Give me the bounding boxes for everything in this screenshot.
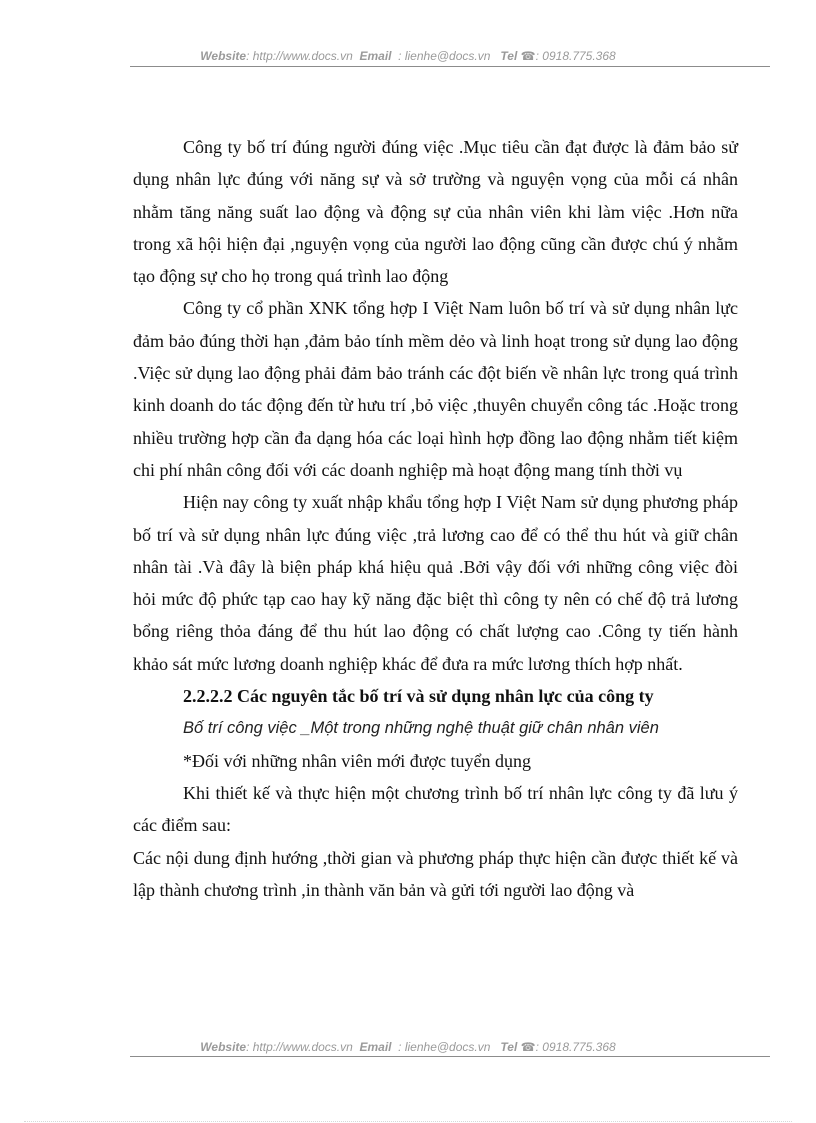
page-header bbox=[0, 49, 816, 63]
phone-icon: ☎ bbox=[520, 49, 536, 63]
section-subtitle: Bố trí công việc _Một trong những nghệ thuật giữ chân nhân viên bbox=[183, 719, 659, 738]
note-line: *Đối với những nhân viên mới được tuyển dụng bbox=[183, 750, 532, 771]
section-heading: 2.2.2.2 Các nguyên tắc bố trí và sử dụng nhân lực của công ty bbox=[183, 686, 654, 707]
document-body bbox=[133, 131, 738, 906]
header-email-label: Email bbox=[359, 49, 392, 63]
header-website-label: Website bbox=[200, 49, 247, 63]
paragraph-4: Khi thiết kế và thực hiện một chương trình bố trí nhân lực công ty đã lưu ý các điểm sau: bbox=[133, 782, 738, 836]
paragraph-1: Công ty bố trí đúng người đúng việc .Mục tiêu cần đạt được là đảm bảo sử dụng nhân lực đúng với năng sự và sở trường và nguyện vọng của mỗi cá nhân nhằm tăng năng suất lao động và động sự của nhân viên khi làm việc .Hơn nữa trong xã hội hiện đại ,nguyện vọng của người lao động cũng cần được chú ý nhằm tạo động sự cho họ trong quá trình lao động bbox=[133, 137, 738, 287]
page-bottom-edge bbox=[24, 1121, 792, 1122]
footer-email-value: : lienhe@docs.vn bbox=[398, 1040, 491, 1054]
header-tel-label: Tel bbox=[500, 49, 518, 63]
footer-divider bbox=[130, 1056, 770, 1057]
header-divider bbox=[130, 66, 770, 67]
header-website-value: : http://www.docs.vn bbox=[246, 49, 353, 63]
header-email-value: : lienhe@docs.vn bbox=[398, 49, 491, 63]
page-footer bbox=[0, 1040, 816, 1054]
footer-tel-label: Tel bbox=[500, 1040, 518, 1054]
header-tel-value: : 0918.775.368 bbox=[535, 49, 616, 63]
paragraph-2: Công ty cổ phần XNK tổng hợp I Việt Nam luôn bố trí và sử dụng nhân lực đảm bảo đúng thời hạn ,đảm bảo tính mềm dẻo và linh hoạt trong sử dụng lao động .Việc sử dụng lao động phải đảm bảo tránh các đột biến về nhân lực trong quá trình kinh doanh do tác động đến từ hưu trí ,bỏ việc ,thuyên chuyển công tác .Hoặc trong nhiều trường hợp cần đa dạng hóa các loại hình hợp đồng lao động nhằm tiết kiệm chi phí nhân công đối với các doanh nghiệp mà hoạt động mang tính thời vụ bbox=[133, 298, 738, 480]
footer-tel-value: : 0918.775.368 bbox=[535, 1040, 616, 1054]
footer-website-label: Website bbox=[200, 1040, 247, 1054]
footer-website-value: : http://www.docs.vn bbox=[246, 1040, 353, 1054]
phone-icon: ☎ bbox=[520, 1040, 536, 1054]
paragraph-5: Các nội dung định hướng ,thời gian và phương pháp thực hiện cần được thiết kế và lập thành chương trình ,in thành văn bản và gửi tới người lao động và bbox=[133, 847, 738, 900]
footer-email-label: Email bbox=[359, 1040, 392, 1054]
paragraph-3: Hiện nay công ty xuất nhập khẩu tổng hợp I Việt Nam sử dụng phương pháp bố trí và sử dụng nhân lực đúng việc ,trả lương cao để có thể thu hút và giữ chân nhân tài .Và đây là biện pháp khá hiệu quả .Bởi vậy đối với những công việc đòi hỏi mức độ phức tạp cao hay kỹ năng đặc biệt thì công ty nên có chế độ trả lương bổng riêng thỏa đáng để thu hút lao động có chất lượng cao .Công ty tiến hành khảo sát mức lương doanh nghiệp khác để đưa ra mức lương thích hợp nhất. bbox=[133, 492, 738, 674]
